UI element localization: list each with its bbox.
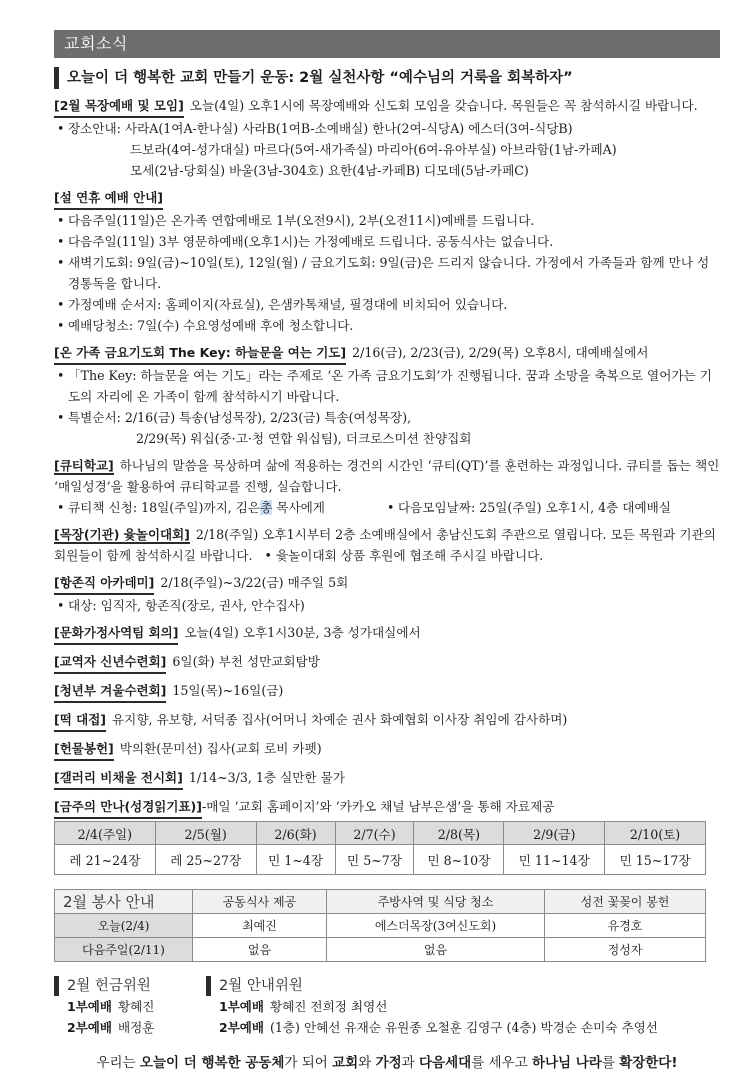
list-item: • 「The Key: 하늘문을 여는 기도」라는 주제로 ‘온 가족 금요기도회’가 진행됩니다. 꿈과 소망을 축복으로 열어가는 기도의 자리에 온 가족이 함께 참석하시기 바랍니다. [54,365,720,407]
table-cell: 정성자 [545,938,706,962]
tag-weekly: [금주의 만나(성경읽기표)] [54,796,202,819]
block-academy [54,572,720,616]
section-title: 교회소식 [54,30,720,58]
yut-paragraph: [목장(기관) 윷놀이대회] 2/18(주일) 오후1시부터 2층 소예배실에서 총남신도회 주관으로 열립니다. 모든 목원과 기관의 회원들이 함께 참석하시길 바랍니다. • 윷놀이대회 상품 후원에 협조해 주시길 바랍니다. [54,527,716,563]
table-cell: 없음 [326,938,544,962]
list-item: • 다음모임날짜: 25일(주일) 오후1시, 4층 대예배실 [384,497,671,518]
table-header: 2/10(토) [605,822,706,845]
offering-first: 1부예배 황혜진 [67,999,155,1014]
friday-item-2b: 2/29(목) 워십(중·고·청 연합 워십팀), 더크로스미션 찬양집회 [136,431,472,446]
table-row [55,845,706,875]
block-rice [54,709,720,732]
gift-text: 박의환(문미선) 집사(교회 로비 카펫) [119,741,322,756]
usher-title: 2월 안내위원 [206,976,658,996]
offering-second: 2부예배 배정훈 [67,1020,155,1035]
table-header: 2/4(주일) [55,822,156,845]
row-label: 오늘(2/4) [55,914,193,938]
list-item [54,118,720,139]
place-line-1: 사라A(1여A-한나실) 사라B(1여B-소예배실) 한나(2여-식당A) 에스더(3여-식당B) [124,121,573,136]
table-row [55,914,706,938]
table-header-row [55,890,706,914]
table-cell: 민 1~4장 [256,845,335,875]
table-cell: 민 5~7장 [335,845,414,875]
qt-apply-highlight: 총 [260,500,273,515]
retreat-text: 6일(화) 부천 성만교회탐방 [172,654,320,669]
place-line-2: 드보라(4여-성가대실) 마르다(5여-새가족실) 마리아(6여-유아부실) 아브라함(1남-카페A) [130,142,617,157]
table-cell: 없음 [193,938,327,962]
table-header: 2/9(금) [504,822,605,845]
usher-first: 1부예배 황혜진 전희정 최영선 [219,999,388,1014]
table-row [55,938,706,962]
tag-youth: [청년부 겨울수련회] [54,680,166,703]
list-item: • 다음주일(11일)은 온가족 연합예배로 1부(오전9시), 2부(오전11시)예배를 드립니다. [54,210,720,231]
block-yut [54,524,720,566]
block-retreat [54,651,720,674]
offering-committee [54,976,206,1038]
table-header: 2/7(수) [335,822,414,845]
table-header: 2/8(목) [414,822,504,845]
friday-text: 2/16(금), 2/23(금), 2/29(목) 오후8시, 대예배실에서 [352,345,649,360]
tag-academy: [항존직 아카데미] [54,572,154,595]
youth-text: 15일(목)~16일(금) [172,683,284,698]
yut-extra: 윷놀이대회 상품 후원에 협조해 주시길 바랍니다. [275,548,544,563]
block-culture [54,622,720,645]
list-item: • 대상: 임직자, 항존직(장로, 권사, 안수집사) [54,595,720,616]
list-item: • 특별순서: 2/16(금) 특송(남성목장), 2/23(금) 특송(여성목장), [54,407,720,428]
place-label: 장소안내: [68,121,121,136]
tag-retreat: [교역자 신년수련회] [54,651,166,674]
tag-culture: [문화가정사역팀 회의] [54,622,178,645]
academy-text: 2/18(주일)~3/22(금) 매주일 5회 [160,575,349,590]
block-qt [54,455,720,518]
qt-apply-pre: 큐티책 신청: 18일(주일)까지, 김은 [68,500,261,515]
table-cell: 에스더목장(3여신도회) [326,914,544,938]
tag-meeting: [2월 목장예배 및 모임] [54,95,184,118]
yut-text: 2/18(주일) 오후1시부터 2층 소예배실에서 총남신도회 주관으로 열립니다. 모든 목원과 기관의 회원들이 함께 참석하시길 바랍니다. [54,527,716,563]
tag-gift: [헌물봉헌] [54,738,114,761]
block-holiday [54,187,720,336]
list-item: • 예배당청소: 7일(수) 수요영성예배 후에 청소합니다. [54,315,720,336]
table-cell: 최예진 [193,914,327,938]
meeting-text: 오늘(4일) 오후1시에 목장예배와 신도회 모임을 갖습니다. 목원들은 꼭 참석하시길 바랍니다. [189,98,698,113]
block-gift [54,738,720,761]
qt-text: 하나님의 말씀을 묵상하며 삶에 적용하는 경건의 시간인 ‘큐티(QT)’를 훈련하는 과정입니다. 큐티를 돕는 책인 ‘매일성경’을 활용하여 큐티학교를 진행, 실습합니다. [54,458,720,494]
offering-title: 2월 헌금위원 [54,976,206,996]
block-friday [54,342,720,449]
block-weekly [54,796,720,819]
tag-friday: [온 가족 금요기도회 The Key: 하늘문을 여는 기도] [54,342,346,365]
headline: 오늘이 더 행복한 교회 만들기 운동: 2월 실천사항 “예수님의 거룩을 회복하자” [54,67,720,89]
tag-qt: [큐티학교] [54,458,114,473]
block-gallery [54,767,720,790]
table-cell: 민 15~17장 [605,845,706,875]
list-item: • 다음주일(11일) 3부 영문하예배(오후1시)는 가정예배로 드립니다. 공동식사는 없습니다. [54,231,720,252]
table-header-row [55,822,706,845]
place-line-3: 모세(2남-당회실) 바울(3남-304호) 요한(4남-카페B) 디모데(5남-카페C) [130,163,529,178]
tag-gallery: [갤러리 비채울 전시회] [54,767,183,790]
rice-text: 유지향, 유보향, 서덕종 집사(어머니 차예순 권사 화예협회 이사장 취임에 감사하며) [112,712,568,727]
service-table [54,889,706,962]
service-title: 2월 봉사 안내 [55,890,193,914]
volunteers-section [54,976,720,1038]
gallery-text: 1/14~3/3, 1층 실만한 물가 [188,770,345,785]
tag-holiday: [설 연휴 예배 안내] [54,187,163,210]
block-youth [54,680,720,703]
culture-text: 오늘(4일) 오후1시30분, 3층 성가대실에서 [184,625,421,640]
qt-paragraph [54,455,720,497]
table-header: 공동식사 제공 [193,890,327,914]
tag-rice: [떡 대접] [54,709,106,732]
table-header: 2/6(화) [256,822,335,845]
list-item: • 가정예배 순서지: 홈페이지(자료실), 은샘카톡채널, 필경대에 비치되어 있습니다. [54,294,720,315]
table-cell: 레 21~24장 [55,845,156,875]
table-cell: 레 25~27장 [155,845,256,875]
table-header: 주방사역 및 식당 청소 [326,890,544,914]
table-cell: 유경호 [545,914,706,938]
weekly-text: -매일 ‘교회 홈페이지’와 ‘카카오 채널 남부은샘’을 통해 자료제공 [201,799,555,814]
table-cell: 민 11~14장 [504,845,605,875]
bible-reading-table [54,821,706,875]
list-item [54,497,384,518]
slogan: 우리는 오늘이 더 행복한 공동체가 되어 교회와 가정과 다음세대를 세우고 하나님 나라를 확장한다! [96,1055,678,1071]
block-meeting [54,95,720,181]
usher-second: 2부예배 (1층) 안혜선 유재순 유원종 오철훈 김영구 (4층) 박경순 손미숙 추영선 [219,1020,658,1035]
list-item: • 새벽기도회: 9일(금)~10일(토), 12일(월) / 금요기도회: 9일(금)은 드리지 않습니다. 가정에서 가족들과 함께 만나 성경통독을 합니다. [54,252,720,294]
usher-committee [206,976,658,1038]
table-header: 2/5(월) [155,822,256,845]
row-label: 다음주일(2/11) [55,938,193,962]
table-header: 성전 꽃꽂이 봉헌 [545,890,706,914]
table-cell: 민 8~10장 [414,845,504,875]
tag-yut: [목장(기관) 윷놀이대회] [54,527,190,542]
qt-apply-post: 목사에게 [272,500,325,515]
